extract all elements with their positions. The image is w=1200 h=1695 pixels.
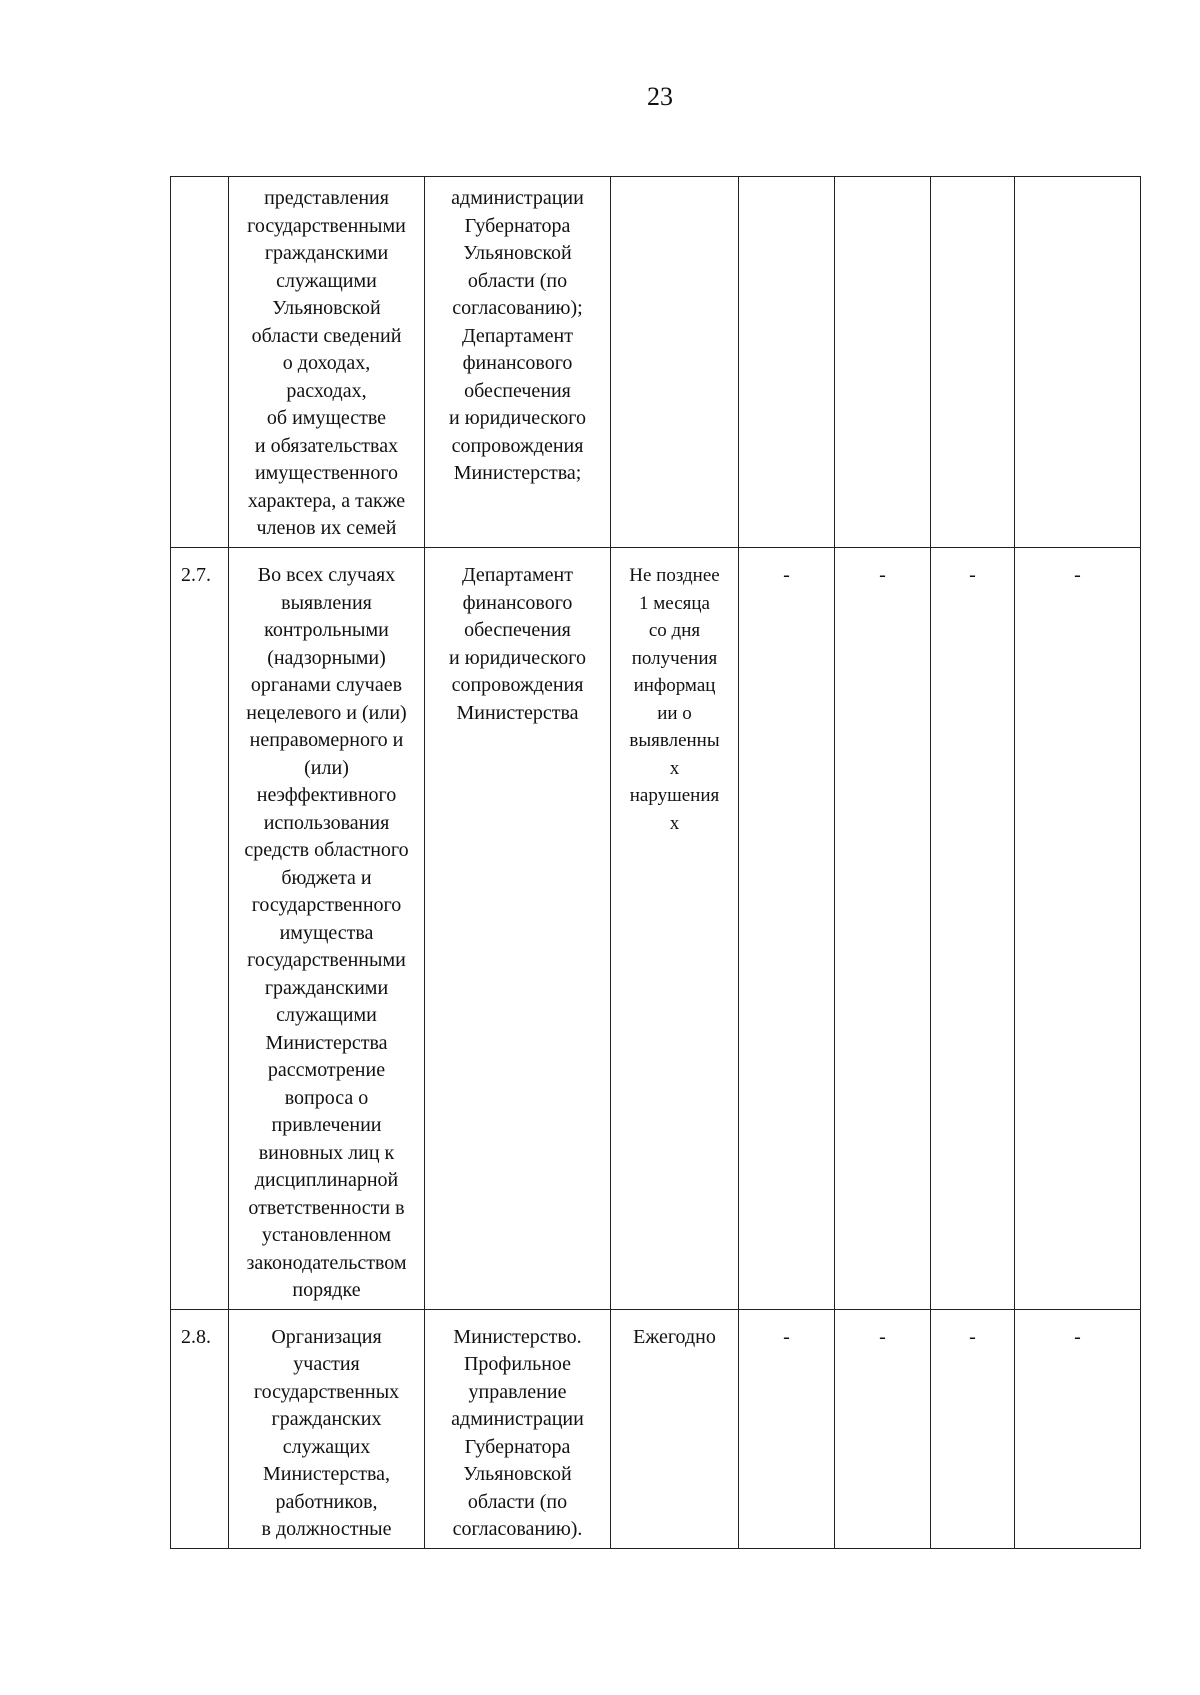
cell-col8 bbox=[1015, 177, 1141, 548]
cell-col6: - bbox=[835, 548, 931, 1310]
cell-event: Организация участия государственных гражданских служащих Министерства, работников, в должностные bbox=[229, 1309, 425, 1548]
cell-event: представления государственными гражданскими служащими Ульяновской области сведений о доходах, расходах, об имуществе и обязательствах имущественного характера, а также членов их семей bbox=[229, 177, 425, 548]
cell-executors: Министерство. Профильное управление администрации Губернатора Ульяновской области (по согласованию). bbox=[425, 1309, 611, 1548]
cell-col5: - bbox=[739, 548, 835, 1310]
cell-col7: - bbox=[931, 1309, 1015, 1548]
cell-executors: администрации Губернатора Ульяновской области (по согласованию); Департамент финансового обеспечения и юридического сопровождения Министерства; bbox=[425, 177, 611, 548]
cell-col5: - bbox=[739, 1309, 835, 1548]
cell-deadline: Ежегодно bbox=[611, 1309, 739, 1548]
cell-executors: Департамент финансового обеспечения и юридического сопровождения Министерства bbox=[425, 548, 611, 1310]
cell-col6 bbox=[835, 177, 931, 548]
page-number: 23 bbox=[647, 82, 673, 111]
measures-table bbox=[170, 176, 1141, 1549]
cell-number: 2.8. bbox=[171, 1309, 229, 1548]
cell-col6: - bbox=[835, 1309, 931, 1548]
table-row bbox=[171, 1309, 1141, 1548]
cell-event: Во всех случаях выявления контрольными (надзорными) органами случаев нецелевого и (или) неправомерного и (или) неэффективного использования средств областного бюджета и государственного имущества государственными гражданскими служащими Министерства рассмотрение вопроса о привлечении виновных лиц к дисциплинарной ответственности в установленном законодательством порядке bbox=[229, 548, 425, 1310]
cell-col7: - bbox=[931, 548, 1015, 1310]
table-row bbox=[171, 548, 1141, 1310]
cell-col7 bbox=[931, 177, 1015, 548]
cell-col8: - bbox=[1015, 1309, 1141, 1548]
cell-deadline: Не позднее 1 месяца со дня получения информац ии о выявленны х нарушения х bbox=[611, 548, 739, 1310]
cell-number bbox=[171, 177, 229, 548]
cell-number: 2.7. bbox=[171, 548, 229, 1310]
cell-col5 bbox=[739, 177, 835, 548]
table-row-continuation bbox=[171, 177, 1141, 548]
cell-col8: - bbox=[1015, 548, 1141, 1310]
cell-deadline bbox=[611, 177, 739, 548]
